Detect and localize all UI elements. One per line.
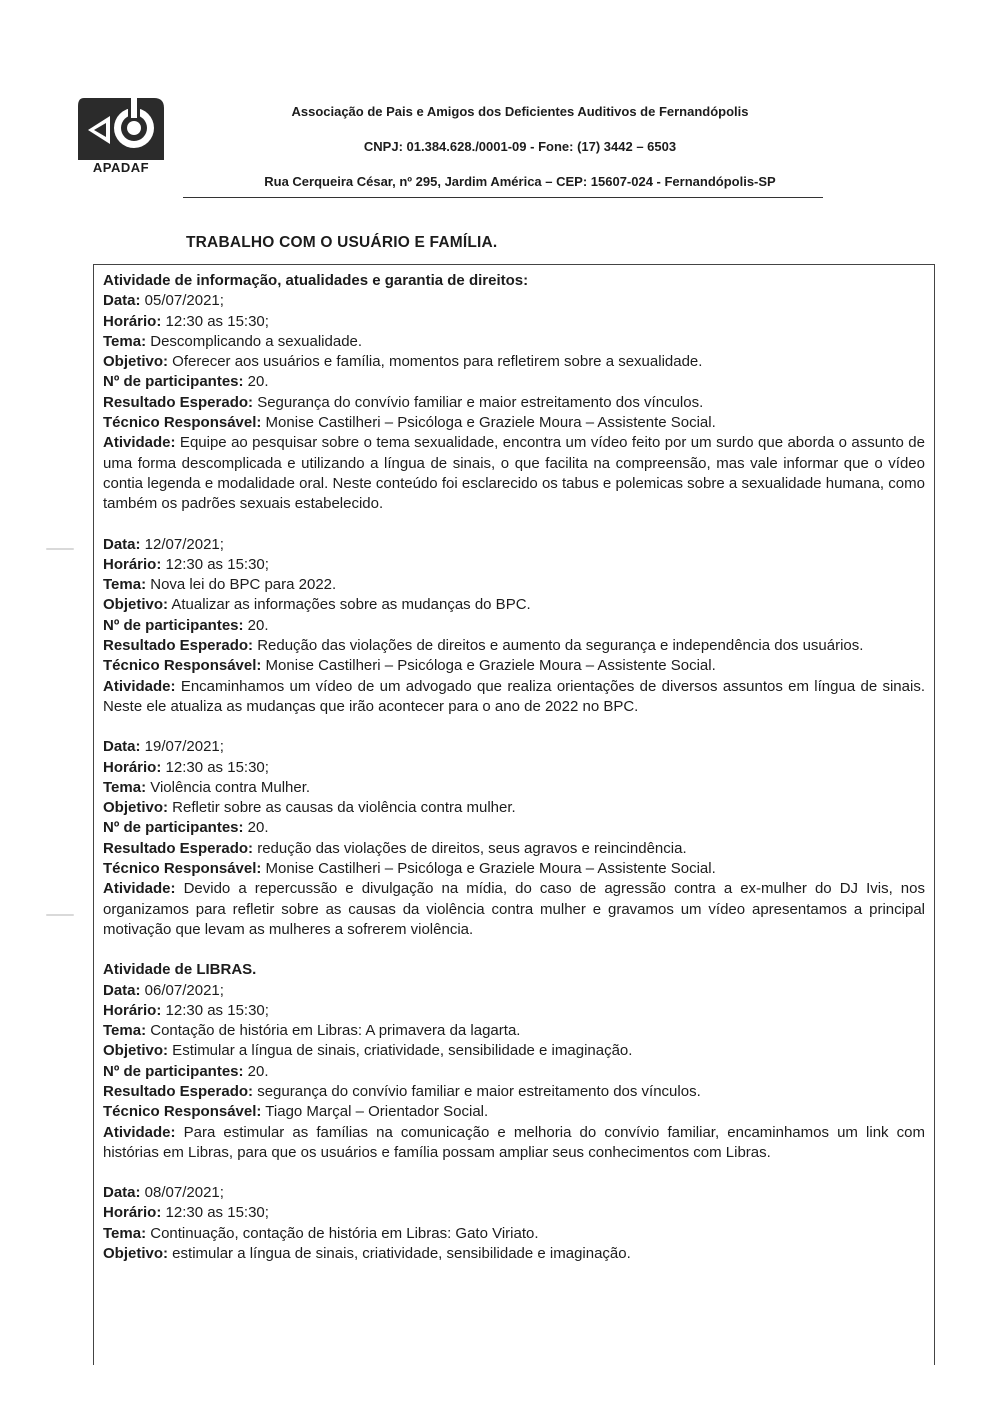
field-label: Objetivo: <box>103 1245 169 1263</box>
field-value: Monise Castilheri – Psicóloga e Graziele Moura – Assistente Social. <box>261 860 716 878</box>
field-label: Objetivo: <box>103 353 169 371</box>
field-label: Objetivo: <box>103 1042 169 1060</box>
field-value: 20. <box>243 373 269 391</box>
field-line <box>103 312 925 332</box>
field-line <box>103 1001 925 1021</box>
field-value: Atualizar as informações sobre as mudanças do BPC. <box>168 596 531 614</box>
field-line <box>103 758 925 778</box>
field-value: 12:30 as 15:30; <box>161 758 269 776</box>
field-value: Continuação, contação de história em Libras: Gato Viriato. <box>146 1224 539 1242</box>
field-label: Resultado Esperado: <box>103 839 254 857</box>
field-label: Tema: <box>103 576 147 594</box>
field-line <box>103 575 925 595</box>
field-value: 06/07/2021; <box>140 981 224 999</box>
paper-mark <box>46 914 74 916</box>
field-line <box>103 981 925 1001</box>
field-label: Atividade: <box>103 434 176 452</box>
logo-text: APADAF <box>92 160 150 175</box>
org-name: Associação de Pais e Amigos dos Deficientes Auditivos de Fernandópolis <box>291 104 749 119</box>
field-line <box>103 1244 925 1264</box>
field-value: Para estimular as famílias na comunicação e melhoria do convívio familiar, encaminhamos um link com histórias em Libras, para que os usuários e família possam ampliar seus conhecimentos com Libras. <box>103 1123 925 1161</box>
paper-mark <box>46 548 74 550</box>
field-line <box>103 859 925 879</box>
field-value: 12/07/2021; <box>140 535 224 553</box>
field-label: Horário: <box>103 555 162 573</box>
field-value: Encaminhamos um vídeo de um advogado que realiza orientações de diversos assuntos em língua de sinais. Neste ele atualiza as mudanças que irão acontecer para o ano de 2022 no BPC. <box>103 677 925 715</box>
address: Rua Cerqueira César, nº 295, Jardim América – CEP: 15607-024 - Fernandópolis-SP <box>264 174 776 189</box>
cnpj-phone: CNPJ: 01.384.628./0001-09 - Fone: (17) 3442 – 6503 <box>363 139 677 154</box>
field-value: Descomplicando a sexualidade. <box>146 332 363 350</box>
activity-block <box>103 737 925 940</box>
activity-heading: Atividade de informação, atualidades e garantia de direitos: <box>103 272 529 289</box>
field-label: Atividade: <box>103 677 176 695</box>
field-value: Monise Castilheri – Psicóloga e Graziele Moura – Assistente Social. <box>261 414 716 432</box>
field-line <box>103 1082 925 1102</box>
field-line <box>103 413 925 433</box>
field-label: Resultado Esperado: <box>103 637 254 655</box>
field-line <box>103 1021 925 1041</box>
field-line <box>103 535 925 555</box>
activity-block <box>103 960 925 1163</box>
field-label: Data: <box>103 1184 141 1202</box>
field-line <box>103 1041 925 1061</box>
field-value: 20. <box>243 1062 269 1080</box>
field-value: 20. <box>243 616 269 634</box>
field-line <box>103 818 925 838</box>
field-label: Resultado Esperado: <box>103 393 254 411</box>
section-title: TRABALHO COM O USUÁRIO E FAMÍLIA. <box>186 234 498 251</box>
field-label: Data: <box>103 535 141 553</box>
field-label: Atividade: <box>103 1123 176 1141</box>
field-line <box>103 839 925 859</box>
field-line <box>103 1183 925 1203</box>
field-value: redução das violações de direitos, seus agravos e reincindência. <box>253 839 687 857</box>
field-label: Técnico Responsável: <box>103 657 262 675</box>
field-label: Data: <box>103 738 141 756</box>
field-label: Resultado Esperado: <box>103 1082 254 1100</box>
field-value: Refletir sobre as causas da violência contra mulher. <box>168 799 516 817</box>
field-label: Atividade: <box>103 880 176 898</box>
field-label: Horário: <box>103 758 162 776</box>
field-value: Devido a repercussão e divulgação na mídia, do caso de agressão contra a ex-mulher do DJ Ivis, nos organizamos para refletir sobre as causas da violência contra mulher e gravamos um vídeo apresentamos a principal motivação que levam as mulheres a sofrerem violência. <box>103 880 925 938</box>
field-value: Nova lei do BPC para 2022. <box>146 576 337 594</box>
field-value: 05/07/2021; <box>140 292 224 310</box>
field-label: Técnico Responsável: <box>103 860 262 878</box>
field-line <box>103 778 925 798</box>
field-label: Técnico Responsável: <box>103 414 262 432</box>
field-line <box>103 636 925 656</box>
header-divider <box>183 197 823 198</box>
field-value: Tiago Marçal – Orientador Social. <box>261 1103 489 1121</box>
field-line <box>103 332 925 352</box>
field-value: Redução das violações de direitos e aumento da segurança e independência dos usuários. <box>253 637 864 655</box>
field-value: 12:30 as 15:30; <box>161 312 269 330</box>
field-line <box>103 433 925 514</box>
field-line <box>103 879 925 940</box>
field-label: Horário: <box>103 1204 162 1222</box>
field-value: 12:30 as 15:30; <box>161 555 269 573</box>
field-line <box>103 616 925 636</box>
field-label: Data: <box>103 292 141 310</box>
field-label: Tema: <box>103 332 147 350</box>
field-label: Horário: <box>103 312 162 330</box>
field-line <box>103 656 925 676</box>
activity-block <box>103 535 925 718</box>
field-value: 12:30 as 15:30; <box>161 1204 269 1222</box>
field-value: Monise Castilheri – Psicóloga e Graziele Moura – Assistente Social. <box>261 657 716 675</box>
field-label: Data: <box>103 981 141 999</box>
field-label: Horário: <box>103 1001 162 1019</box>
field-line <box>103 737 925 757</box>
field-label: Tema: <box>103 1224 147 1242</box>
field-line <box>103 798 925 818</box>
field-label: Nº de participantes: <box>103 373 244 391</box>
field-label: Objetivo: <box>103 596 169 614</box>
field-value: 08/07/2021; <box>140 1184 224 1202</box>
activity-block <box>103 271 925 515</box>
field-label: Objetivo: <box>103 799 169 817</box>
field-line <box>103 1123 925 1164</box>
field-line <box>103 1102 925 1122</box>
field-line <box>103 372 925 392</box>
field-value: 20. <box>243 819 269 837</box>
field-label: Nº de participantes: <box>103 1062 244 1080</box>
field-value: 12:30 as 15:30; <box>161 1001 269 1019</box>
field-label: Tema: <box>103 778 147 796</box>
field-value: Equipe ao pesquisar sobre o tema sexualidade, encontra um vídeo feito por um surdo que aborda o assunto de uma forma descomplicada e utilizando a língua de sinais, o que facilita na compreensão, mas vale informar que o vídeo contia legenda e modalidade oral. Neste conteúdo foi esclarecido os tabus e polemicas sobre a sexualidade humana, como também os padrões sexuais estabelecido. <box>103 434 925 513</box>
field-line <box>103 677 925 718</box>
field-line <box>103 291 925 311</box>
field-label: Nº de participantes: <box>103 819 244 837</box>
field-line <box>103 595 925 615</box>
field-line <box>103 555 925 575</box>
field-value: Contação de história em Libras: A primavera da lagarta. <box>146 1022 521 1040</box>
field-line <box>103 393 925 413</box>
activities-content <box>103 271 925 1284</box>
field-value: segurança do convívio familiar e maior estreitamento dos vínculos. <box>253 1082 701 1100</box>
field-value: Oferecer aos usuários e família, momentos para refletirem sobre a sexualidade. <box>168 353 703 371</box>
activity-heading: Atividade de LIBRAS. <box>103 961 257 979</box>
field-label: Tema: <box>103 1022 147 1040</box>
field-line <box>103 352 925 372</box>
field-label: Nº de participantes: <box>103 616 244 634</box>
field-label: Técnico Responsável: <box>103 1103 262 1121</box>
activity-block <box>103 1183 925 1264</box>
field-value: 19/07/2021; <box>140 738 224 756</box>
field-line <box>103 1062 925 1082</box>
field-line <box>103 1224 925 1244</box>
field-value: Violência contra Mulher. <box>146 778 311 796</box>
field-line <box>103 1203 925 1223</box>
field-value: Segurança do convívio familiar e maior estreitamento dos vínculos. <box>253 393 704 411</box>
field-value: Estimular a língua de sinais, criatividade, sensibilidade e imaginação. <box>168 1042 633 1060</box>
field-value: estimular a língua de sinais, criatividade, sensibilidade e imaginação. <box>168 1245 631 1263</box>
